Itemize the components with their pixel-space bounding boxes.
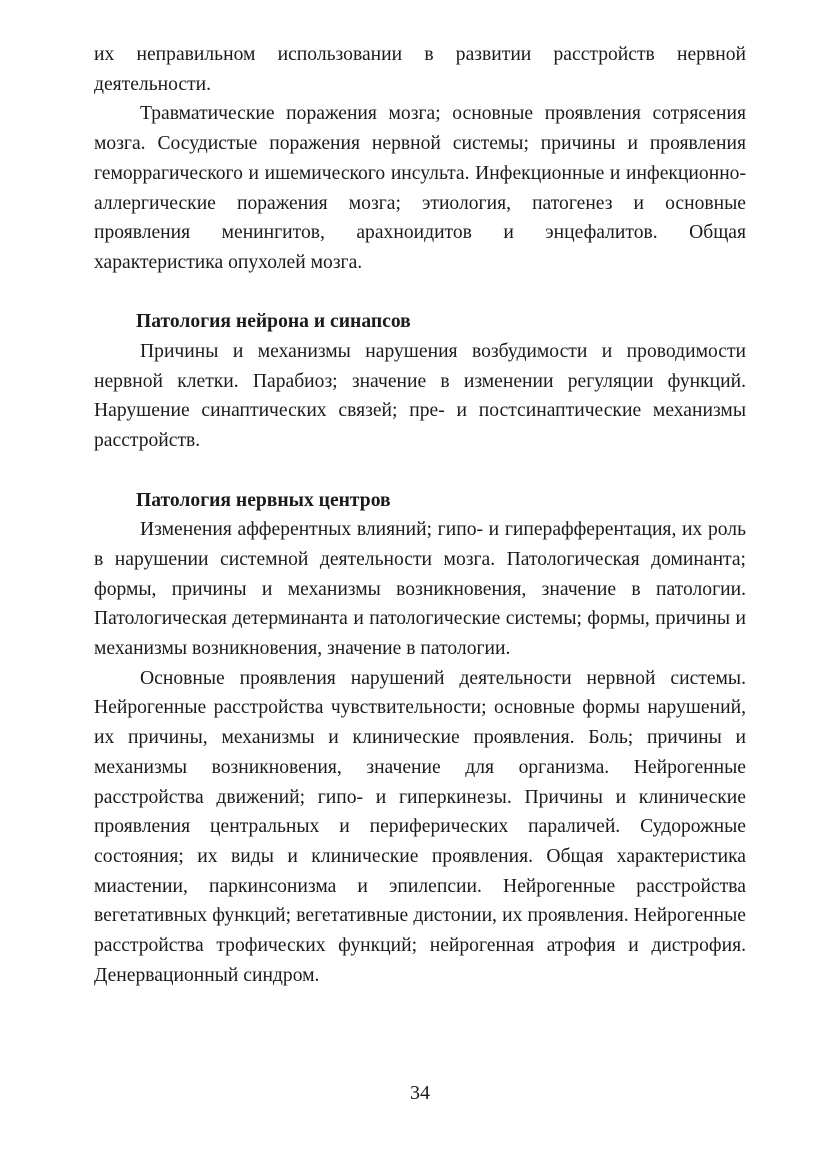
section-spacer bbox=[94, 456, 746, 486]
paragraph-manifestations: Основные проявления нарушений деятельности нервной системы. Нейрогенные расстройства чувствительности; основные формы нарушений, их причины, механизмы и клинические проявления. Боль; причины и механизмы возникновения, значение для организма. Нейрогенные расстройства движений; гипо- и гиперкинезы. Причины и клинические проявления центральных и периферических параличей. Судорожные состояния; их виды и клинические проявления. Общая характеристика миастении, паркинсонизма и эпилепсии. Нейрогенные расстройства вегетативных функций; вегетативные дистонии, их проявления. Нейрогенные расстройства трофических функций; нейрогенная атрофия и дистрофия. Денервационный синдром. bbox=[94, 667, 746, 986]
paragraph-afferent-influences: Изменения афферентных влияний; гипо- и гиперафферентация, их роль в нарушении системной деятельности мозга. Патологическая доминанта; формы, причины и механизмы возникновения, значение в патологии. Патологическая детерминанта и патологические системы; формы, причины и механизмы возникновения, значение в патологии. bbox=[94, 519, 746, 660]
section-heading-nerve-centers: Патология нервных центров bbox=[136, 489, 391, 511]
section-spacer bbox=[94, 278, 746, 308]
paragraph-continuation: их неправильном использовании в развитии расстройств нервной деятельности. bbox=[94, 44, 746, 95]
paragraph-brain-lesions: Травматические поражения мозга; основные проявления сотрясения мозга. Сосудистые поражения нервной системы; причины и проявления геморрагического и ишемического инсульта. Инфекционные и инфекционно-аллергические поражения мозга; этиология, патогенез и основные проявления менингитов, арахноидитов и энцефалитов. Общая характеристика опухолей мозга. bbox=[94, 103, 746, 273]
page-body bbox=[94, 40, 746, 990]
page-number: 34 bbox=[410, 1082, 430, 1104]
section-heading-neuron-synapse: Патология нейрона и синапсов bbox=[136, 311, 411, 333]
paragraph-neuron-synapse: Причины и механизмы нарушения возбудимости и проводимости нервной клетки. Парабиоз; значение в изменении регуляции функций. Нарушение синаптических связей; пре- и постсинаптические механизмы расстройств. bbox=[94, 341, 746, 452]
